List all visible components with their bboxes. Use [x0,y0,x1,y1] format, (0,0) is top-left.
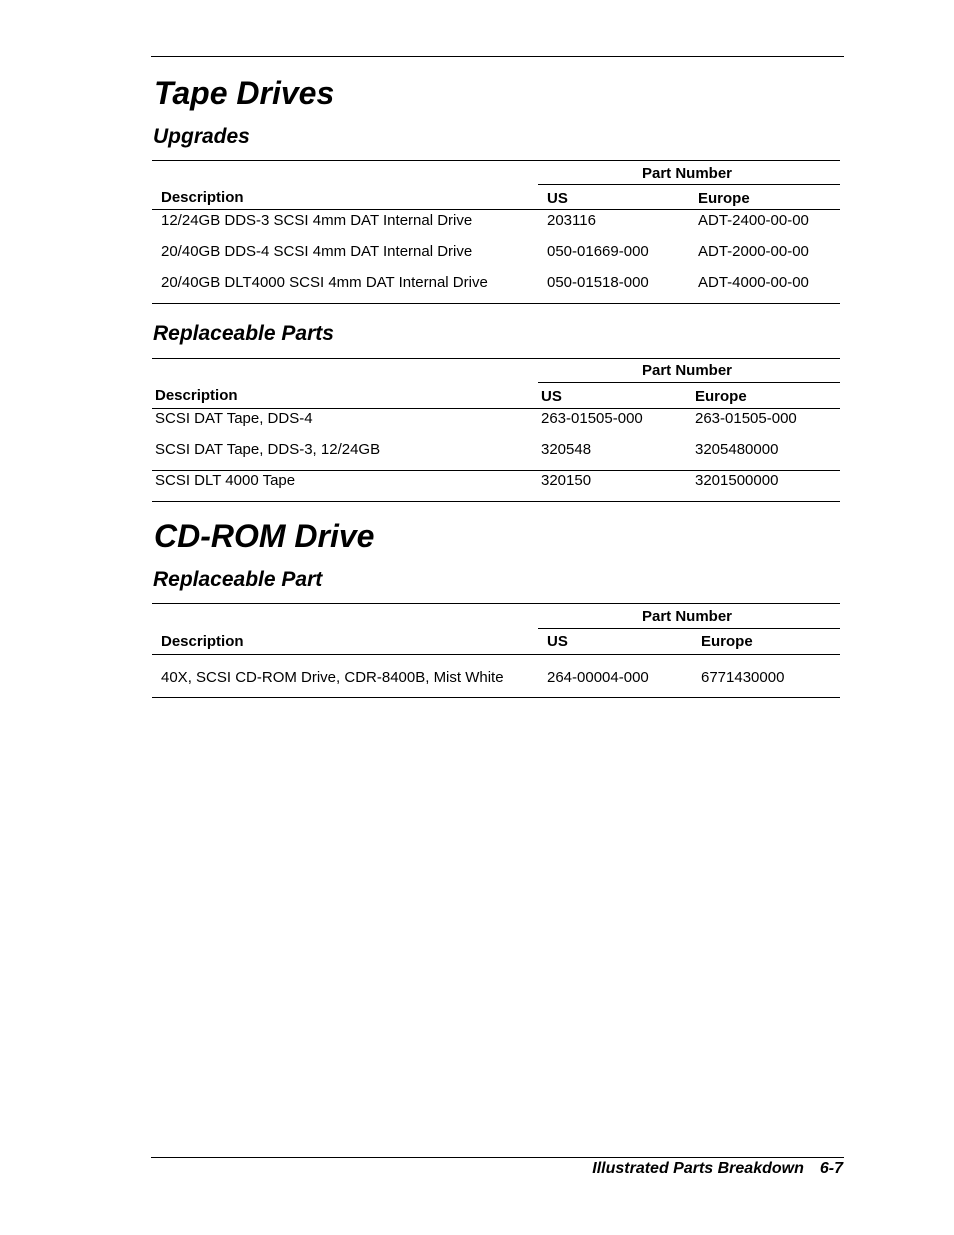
table-row-description: 40X, SCSI CD-ROM Drive, CDR-8400B, Mist White [161,669,504,686]
table-row-europe: 263-01505-000 [695,410,797,427]
footer-title: Illustrated Parts Breakdown [592,1160,804,1177]
table-row-description: 20/40GB DLT4000 SCSI 4mm DAT Internal Drive [161,274,488,291]
header-bottom-rule [152,209,840,210]
part-number-header: Part Number [642,165,733,182]
europe-header: Europe [695,388,747,405]
table-row-description: SCSI DAT Tape, DDS-4 [155,410,313,427]
table-row-europe: ADT-2400-00-00 [698,212,809,229]
description-header: Description [161,633,244,650]
subsection-title-replaceable-part: Replaceable Part [153,568,323,591]
table-top-rule [152,358,840,359]
table-row-europe: 3201500000 [695,472,779,489]
table-row-europe: ADT-2000-00-00 [698,243,809,260]
table-row-europe: 3205480000 [695,441,779,458]
table-row-us: 264-00004-000 [547,669,649,686]
section-title-tape-drives: Tape Drives [154,75,335,111]
table-row-us: 320548 [541,441,592,458]
table-row-us: 050-01669-000 [547,243,649,260]
cdrom-parts-table [152,603,840,699]
replaceable-parts-table [152,358,840,503]
description-header: Description [155,387,238,404]
table-row-us: 263-01505-000 [541,410,643,427]
table-bottom-rule [152,501,840,502]
table-row-us: 320150 [541,472,592,489]
table-top-rule [152,160,840,161]
part-number-rule [538,382,840,383]
page-footer [592,1160,843,1178]
header-rule [151,56,844,57]
header-bottom-rule [152,654,840,655]
us-header: US [547,190,568,207]
row-divider-rule [152,470,840,471]
us-header: US [541,388,562,405]
part-number-header: Part Number [642,362,733,379]
part-number-header: Part Number [642,608,733,625]
table-row-us: 050-01518-000 [547,274,649,291]
europe-header: Europe [701,633,753,650]
part-number-rule [538,628,840,629]
table-top-rule [152,603,840,604]
table-bottom-rule [152,697,840,698]
table-row-description: SCSI DAT Tape, DDS-3, 12/24GB [155,441,381,458]
subsection-title-replaceable-parts: Replaceable Parts [153,322,334,345]
table-row-us: 203116 [547,212,596,229]
table-bottom-rule [152,303,840,304]
header-bottom-rule [152,408,840,409]
upgrades-table [152,160,840,305]
footer-rule [151,1157,844,1158]
table-row-description: 20/40GB DDS-4 SCSI 4mm DAT Internal Drive [161,243,473,260]
subsection-title-upgrades: Upgrades [153,125,250,148]
part-number-rule [538,184,840,185]
description-header: Description [161,189,244,206]
table-row-europe: 6771430000 [701,669,785,686]
page-number: 6-7 [819,1160,843,1177]
section-title-cd-rom-drive: CD-ROM Drive [154,518,375,554]
table-row-description: 12/24GB DDS-3 SCSI 4mm DAT Internal Drive [161,212,473,229]
table-row-europe: ADT-4000-00-00 [698,274,809,291]
table-row-description: SCSI DLT 4000 Tape [155,472,296,489]
us-header: US [547,633,568,650]
europe-header: Europe [698,190,750,207]
